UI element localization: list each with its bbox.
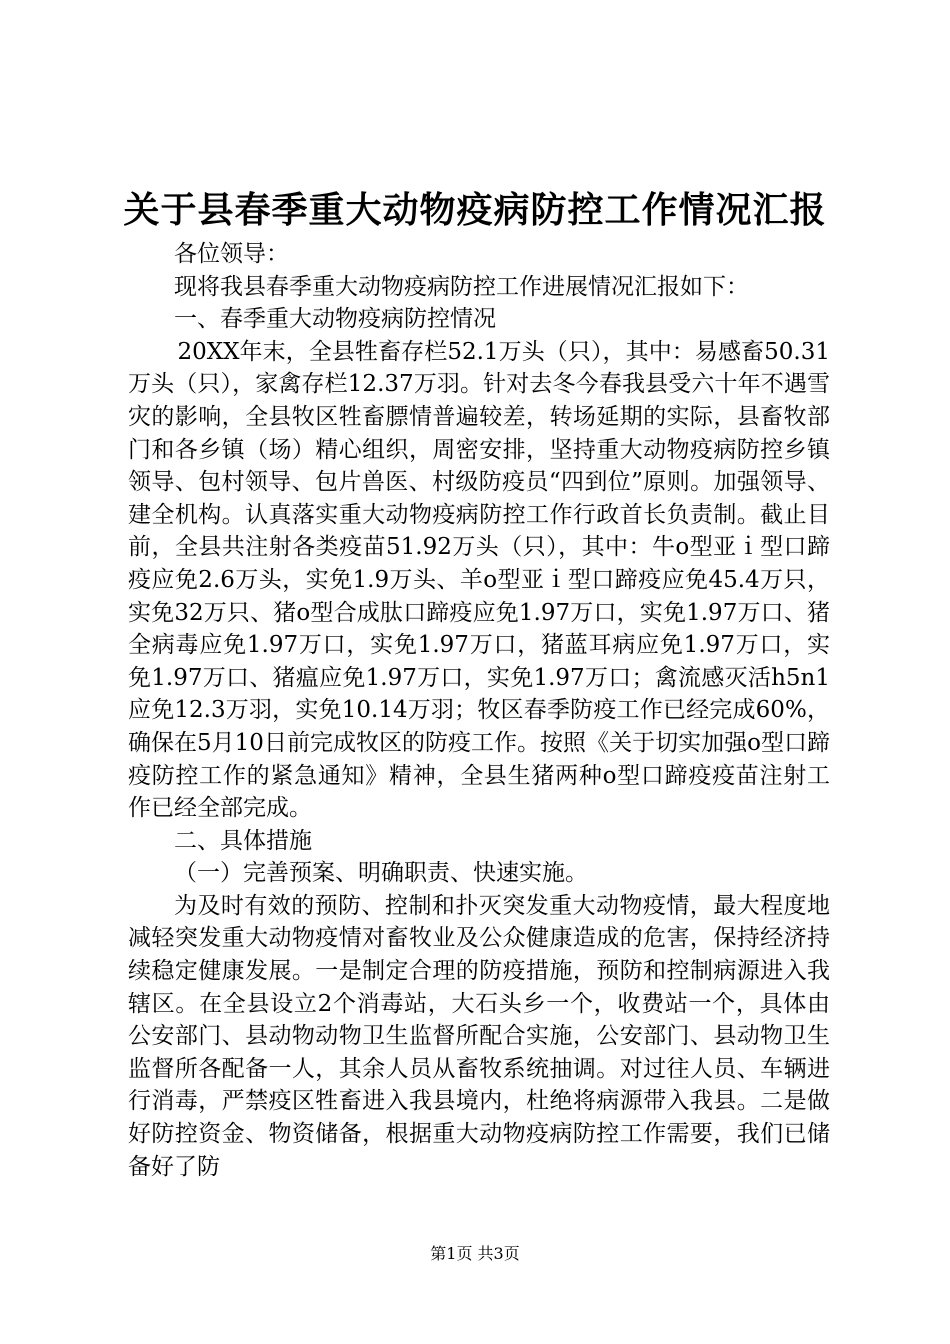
section-heading-2: 二、具体措施 <box>174 827 312 854</box>
body-paragraph-2: 为及时有效的预防、控制和扑灭突发重大动物疫情，最大程度地减轻突发重大动物疫情对畜牧业及公众健康造成的危害，保持经济持续稳定健康发展。一是制定合理的防疫措施，预防和控制病源进入我辖区。在全县设立2个消毒站，大石头乡一个，收费站一个，具体由公安部门、县动物动物卫生监督所配合实施，公安部门、县动物卫生监督所各配备一人，其余人员从畜牧系统抽调。对过往人员、车辆进行消毒，严禁疫区牲畜进入我县境内，杜绝将病源带入我县。二是做好防控资金、物资储备，根据重大动物疫病防控工作需要，我们已储备好了防 <box>128 892 830 1180</box>
section-heading-1: 一、春季重大动物疫病防控情况 <box>174 306 496 333</box>
document-title: 关于县春季重大动物疫病防控工作情况汇报 <box>123 189 827 231</box>
document-body <box>128 238 830 1183</box>
body-paragraph-1: 20XX年末，全县牲畜存栏52.1万头（只），其中：易感畜50.31万头（只），家禽存栏12.37万羽。针对去冬今春我县受六十年不遇雪灾的影响，全县牧区牲畜膘情普遍较差，转场延期的实际，县畜牧部门和各乡镇（场）精心组织，周密安排，坚持重大动物疫病防控乡镇领导、包村领导、包片兽医、村级防疫员“四到位”原则。加强领导、建全机构。认真落实重大动物疫病防控工作行政首长负责制。截止目前，全县共注射各类疫苗51.92万头（只），其中：牛o型亚ｉ型口蹄疫应免2.6万头，实免1.9万头、羊o型亚ｉ型口蹄疫应免45.4万只，实免32万只、猪o型合成肽口蹄疫应免1.97万口，实免1.97万口、猪全病毒应免1.97万口，实免1.97万口，猪蓝耳病应免1.97万口，实免1.97万口、猪瘟应免1.97万口，实免1.97万口；禽流感灭活h5n1应免12.3万羽，实免10.14万羽；牧区春季防疫工作已经完成60%，确保在5月10日前完成牧区的防疫工作。按照《关于切实加强o型口蹄疫防控工作的紧急通知》精神，全县生猪两种o型口蹄疫疫苗注射工作已经全部完成。 <box>128 338 830 822</box>
salutation-paragraph: 各位领导： <box>174 241 289 267</box>
intro-paragraph: 现将我县春季重大动物疫病防控工作进展情况汇报如下： <box>174 273 749 300</box>
subsection-heading-1: （一）完善预案、明确职责、快速实施。 <box>174 860 588 887</box>
page-footer: 第1页 共3页 <box>430 1244 520 1263</box>
